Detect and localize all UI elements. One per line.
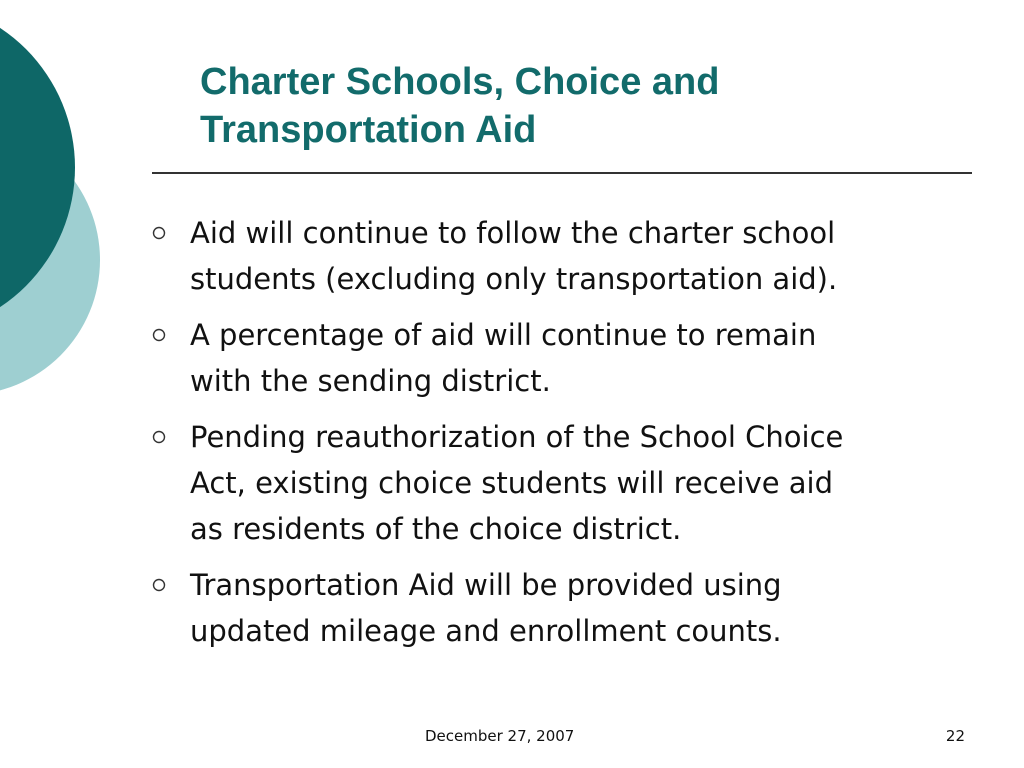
slide-title-line: Charter Schools, Choice and — [200, 61, 720, 103]
bullet-line: Act, existing choice students will receive aid — [190, 466, 834, 500]
bullet-line: with the sending district. — [190, 364, 551, 398]
title-divider — [152, 172, 972, 174]
bullet-line: A percentage of aid will continue to remain — [190, 318, 817, 352]
bullet-item — [152, 312, 992, 404]
bullet-item — [152, 210, 992, 302]
bullet-list — [152, 210, 992, 664]
slide-title — [200, 58, 980, 154]
bullet-line: students (excluding only transportation aid). — [190, 262, 838, 296]
hollow-circle-icon — [152, 414, 190, 460]
hollow-circle-icon — [152, 562, 190, 608]
bullet-text — [190, 210, 837, 302]
bullet-line: updated mileage and enrollment counts. — [190, 614, 782, 648]
slide-page-number: 22 — [945, 727, 965, 745]
bullet-line: Pending reauthorization of the School Choice — [190, 420, 844, 454]
slide-title-line: Transportation Aid — [200, 109, 537, 151]
bullet-line: Transportation Aid will be provided using — [190, 568, 782, 602]
hollow-circle-icon — [152, 210, 190, 256]
bullet-text — [190, 312, 816, 404]
bullet-line: as residents of the choice district. — [190, 512, 682, 546]
bullet-line: Aid will continue to follow the charter school — [190, 216, 836, 250]
hollow-circle-icon — [152, 312, 190, 358]
footer-date: December 27, 2007 — [425, 727, 575, 745]
bullet-item — [152, 414, 992, 552]
bullet-item — [152, 562, 992, 654]
bullet-text — [190, 562, 782, 654]
bullet-text — [190, 414, 843, 552]
